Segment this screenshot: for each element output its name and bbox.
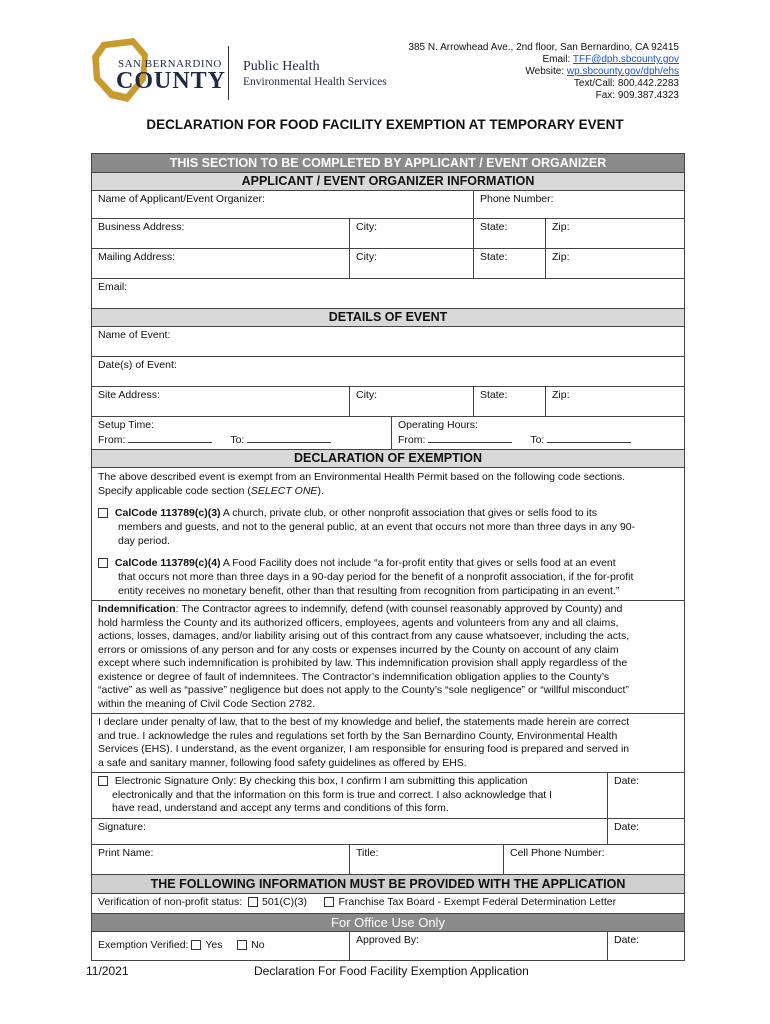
esig-line-1 [98, 775, 601, 789]
code1-option [98, 506, 678, 520]
ftb-checkbox[interactable] [324, 897, 334, 907]
office-date-field[interactable]: Date: [614, 933, 640, 946]
501c3-checkbox[interactable] [248, 897, 258, 907]
esig-text-1: Electronic Signature Only: By checking this box, I confirm I am submitting this application [114, 775, 528, 787]
logo-text-top: SAN BERNARDINO [118, 58, 222, 70]
approved-by-field[interactable]: Approved By: [350, 932, 608, 960]
fax: Fax: 909.387.4323 [595, 90, 679, 101]
website-label: Website: [525, 66, 567, 77]
footer-title: Declaration For Food Facility Exemption Application [254, 964, 529, 978]
mailing-address-row [92, 249, 684, 279]
business-address-row [92, 219, 684, 249]
event-dates-field[interactable]: Date(s) of Event: [98, 359, 177, 371]
event-name-row [92, 327, 684, 357]
operating-range [398, 432, 678, 447]
email-label: Email: [542, 54, 573, 65]
intro-2a: Specify applicable code section ( [98, 485, 251, 497]
form-table [91, 153, 685, 961]
no-label: No [251, 938, 265, 951]
contact-block [408, 42, 679, 102]
op-from-line[interactable] [428, 432, 512, 443]
esig-date-field[interactable]: Date: [614, 775, 640, 787]
header-divider [228, 46, 229, 100]
applicant-name-field[interactable]: Name of Applicant/Event Organizer: [92, 191, 474, 218]
applicant-name-row [92, 191, 684, 219]
code1-text: A church, private club, or other nonprofit association that gives or sells food to its [220, 507, 598, 519]
indem-line-2: hold harmless the County and its authorized officers, employees, agents and volunteers from any and all claims, [98, 616, 619, 629]
esig-line-2: electronically and that the information on this form is true and correct. I also acknowledge that I [112, 788, 553, 801]
print-name-field[interactable]: Print Name: [92, 845, 350, 874]
site-city-field[interactable]: City: [350, 387, 474, 416]
following-info-band: THE FOLLOWING INFORMATION MUST BE PROVIDED WITH THE APPLICATION [92, 875, 684, 894]
operating-hours-label: Operating Hours: [398, 419, 478, 431]
501c3-label: 501(C)(3) [262, 895, 307, 908]
cell-phone-field[interactable]: Cell Phone Number: [510, 846, 605, 859]
code2-code: CalCode 113789(c)(4) [114, 557, 221, 569]
verified-yes-checkbox[interactable] [191, 940, 201, 950]
exemption-verified-field [92, 932, 350, 960]
decl-line-1: I declare under penalty of law, that to the best of my knowledge and belief, the statements made herein are correct [98, 716, 630, 728]
code2-checkbox[interactable] [98, 558, 108, 568]
indem-text-1: : The Contractor agrees to indemnify, defend (with counsel reasonably approved by County) and [175, 603, 623, 615]
op-from-label: From: [398, 434, 426, 446]
setup-time-range [98, 432, 385, 447]
office-row [92, 932, 684, 960]
ftb-label: Franchise Tax Board - Exempt Federal Determination Letter [338, 895, 617, 908]
setup-time-field[interactable] [92, 417, 392, 449]
office-use-band: For Office Use Only [92, 914, 684, 932]
code1-line3: day period. [118, 535, 170, 547]
document-title: DECLARATION FOR FOOD FACILITY EXEMPTION AT TEMPORARY EVENT [146, 117, 624, 132]
yes-label: Yes [205, 938, 223, 951]
code1-checkbox[interactable] [98, 508, 108, 518]
title-field[interactable]: Title: [350, 845, 504, 874]
dept-name: Public Health [243, 59, 320, 74]
indem-line-8: within the meaning of Civil Code Section 2782. [98, 697, 316, 710]
code2-option [98, 556, 678, 570]
exemption-intro-1: The above described event is exempt from an Environmental Health Permit based on the following code sections. [98, 471, 626, 483]
code1-line2: members and guests, and not to the general public, at an event that occurs not more than three days in any 90- [118, 521, 636, 533]
email-link[interactable]: TFF@dph.sbcounty.gov [572, 54, 679, 65]
subheader-event-details: DETAILS OF EVENT [92, 309, 684, 327]
email-field[interactable]: Email: [98, 281, 128, 293]
code2-text: A Food Facility does not include “a for-profit entity that gives or sells food at an event [220, 557, 616, 569]
subheader-declaration: DECLARATION OF EXEMPTION [92, 450, 684, 468]
event-dates-row [92, 357, 684, 387]
op-to-label: To: [530, 434, 545, 446]
decl-line-3: Services (EHS). I understand, as the event organizer, I am responsible for ensuring food is prepared and served in [98, 743, 630, 755]
exemption-intro-2 [98, 484, 678, 498]
address: 385 N. Arrowhead Ave., 2nd floor, San Bernardino, CA 92415 [408, 42, 679, 53]
indem-line-1 [98, 603, 678, 617]
indemnification-block [92, 601, 684, 714]
exemption-block [92, 468, 684, 601]
business-zip-field[interactable]: Zip: [552, 221, 570, 233]
declaration-block [92, 714, 684, 773]
code2-line2: that occurs not more than three days in a 90-day period for the benefit of a nonprofit association, if the for-profit [118, 571, 634, 583]
code1-code: CalCode 113789(c)(3) [114, 507, 221, 519]
times-row [92, 417, 684, 450]
website-link[interactable]: wp.sbcounty.gov/dph/ehs [566, 66, 679, 77]
textcall: Text/Call: 800.442.2283 [573, 78, 679, 89]
verification-field [92, 894, 684, 913]
signature-date-field[interactable]: Date: [614, 820, 640, 833]
dept-subname: Environmental Health Services [243, 76, 387, 88]
site-zip-field[interactable]: Zip: [552, 389, 570, 401]
setup-to-line[interactable] [247, 432, 331, 443]
op-to-line[interactable] [547, 432, 631, 443]
indem-heading: Indemnification [98, 603, 176, 615]
decl-line-2: and true. I acknowledge the rules and regulations set forth by the San Bernardino County, Environmental Health [98, 729, 618, 742]
esig-line-3: have read, understand and accept any terms and conditions of this form. [112, 802, 449, 814]
signature-field[interactable]: Signature: [92, 819, 608, 844]
mailing-address-field[interactable]: Mailing Address: [92, 249, 350, 278]
verification-label: Verification of non-profit status: [98, 895, 243, 908]
signature-row [92, 819, 684, 845]
verified-no-checkbox[interactable] [237, 940, 247, 950]
site-state-field[interactable]: State: [474, 387, 546, 416]
logo-text-main: COUNTY [116, 68, 227, 94]
mailing-city-field[interactable]: City: [350, 249, 474, 278]
esignature-checkbox[interactable] [98, 776, 108, 786]
indem-line-5: except where such indemnification is prohibited by law. This indemnification provision shall apply regardless of the [98, 657, 628, 669]
indem-line-3: actions, losses, damages, and/or liability arising out of this contract from any cause whatsoever, including the acts, [98, 630, 630, 642]
operating-hours-field[interactable] [392, 417, 684, 449]
business-city-field[interactable]: City: [350, 219, 474, 248]
verified-label: Exemption Verified: [98, 938, 189, 951]
intro-2b: SELECT ONE [250, 485, 318, 497]
site-address-field[interactable]: Site Address: [92, 387, 350, 416]
verification-row [92, 894, 684, 914]
setup-to-label: To: [230, 434, 245, 446]
indem-line-4: errors or omissions of any person and for any costs or expenses incurred by the County on account of any claim [98, 643, 619, 656]
email-row [92, 279, 684, 309]
business-address-field[interactable]: Business Address: [92, 219, 350, 248]
setup-time-label: Setup Time: [98, 419, 155, 431]
code2-line3: entity receives no monetary benefit, other than that resulting from recognition from participating in an event.” [118, 585, 620, 597]
setup-from-label: From: [98, 434, 126, 446]
mailing-zip-field[interactable]: Zip: [552, 251, 570, 263]
decl-line-4: a safe and sanitary manner, following food safety guidelines as offered by EHS. [98, 756, 467, 769]
section-band-applicant: THIS SECTION TO BE COMPLETED BY APPLICANT / EVENT ORGANIZER [92, 154, 684, 173]
esignature-block [92, 773, 608, 818]
esignature-row [92, 773, 684, 819]
indem-line-6: existence or degree of fault of indemnitees. The Contractor’s indemnification obligation applies to the County’s [98, 670, 610, 683]
website-line [408, 66, 679, 78]
indem-line-7: “active” as well as “passive” negligence but does not apply to the County’s “sole negligence” or “willful misconduct” [98, 684, 629, 696]
site-address-row [92, 387, 684, 417]
print-name-row [92, 845, 684, 875]
event-name-field[interactable]: Name of Event: [98, 329, 171, 341]
footer-revision-date: 11/2021 [86, 964, 129, 978]
email-line [408, 54, 679, 66]
intro-2c: ). [317, 485, 324, 497]
setup-from-line[interactable] [128, 432, 212, 443]
phone-field[interactable]: Phone Number: [480, 193, 554, 205]
mailing-state-field[interactable]: State: [474, 249, 546, 278]
subheader-applicant-info: APPLICANT / EVENT ORGANIZER INFORMATION [92, 173, 684, 191]
business-state-field[interactable]: State: [474, 219, 546, 248]
